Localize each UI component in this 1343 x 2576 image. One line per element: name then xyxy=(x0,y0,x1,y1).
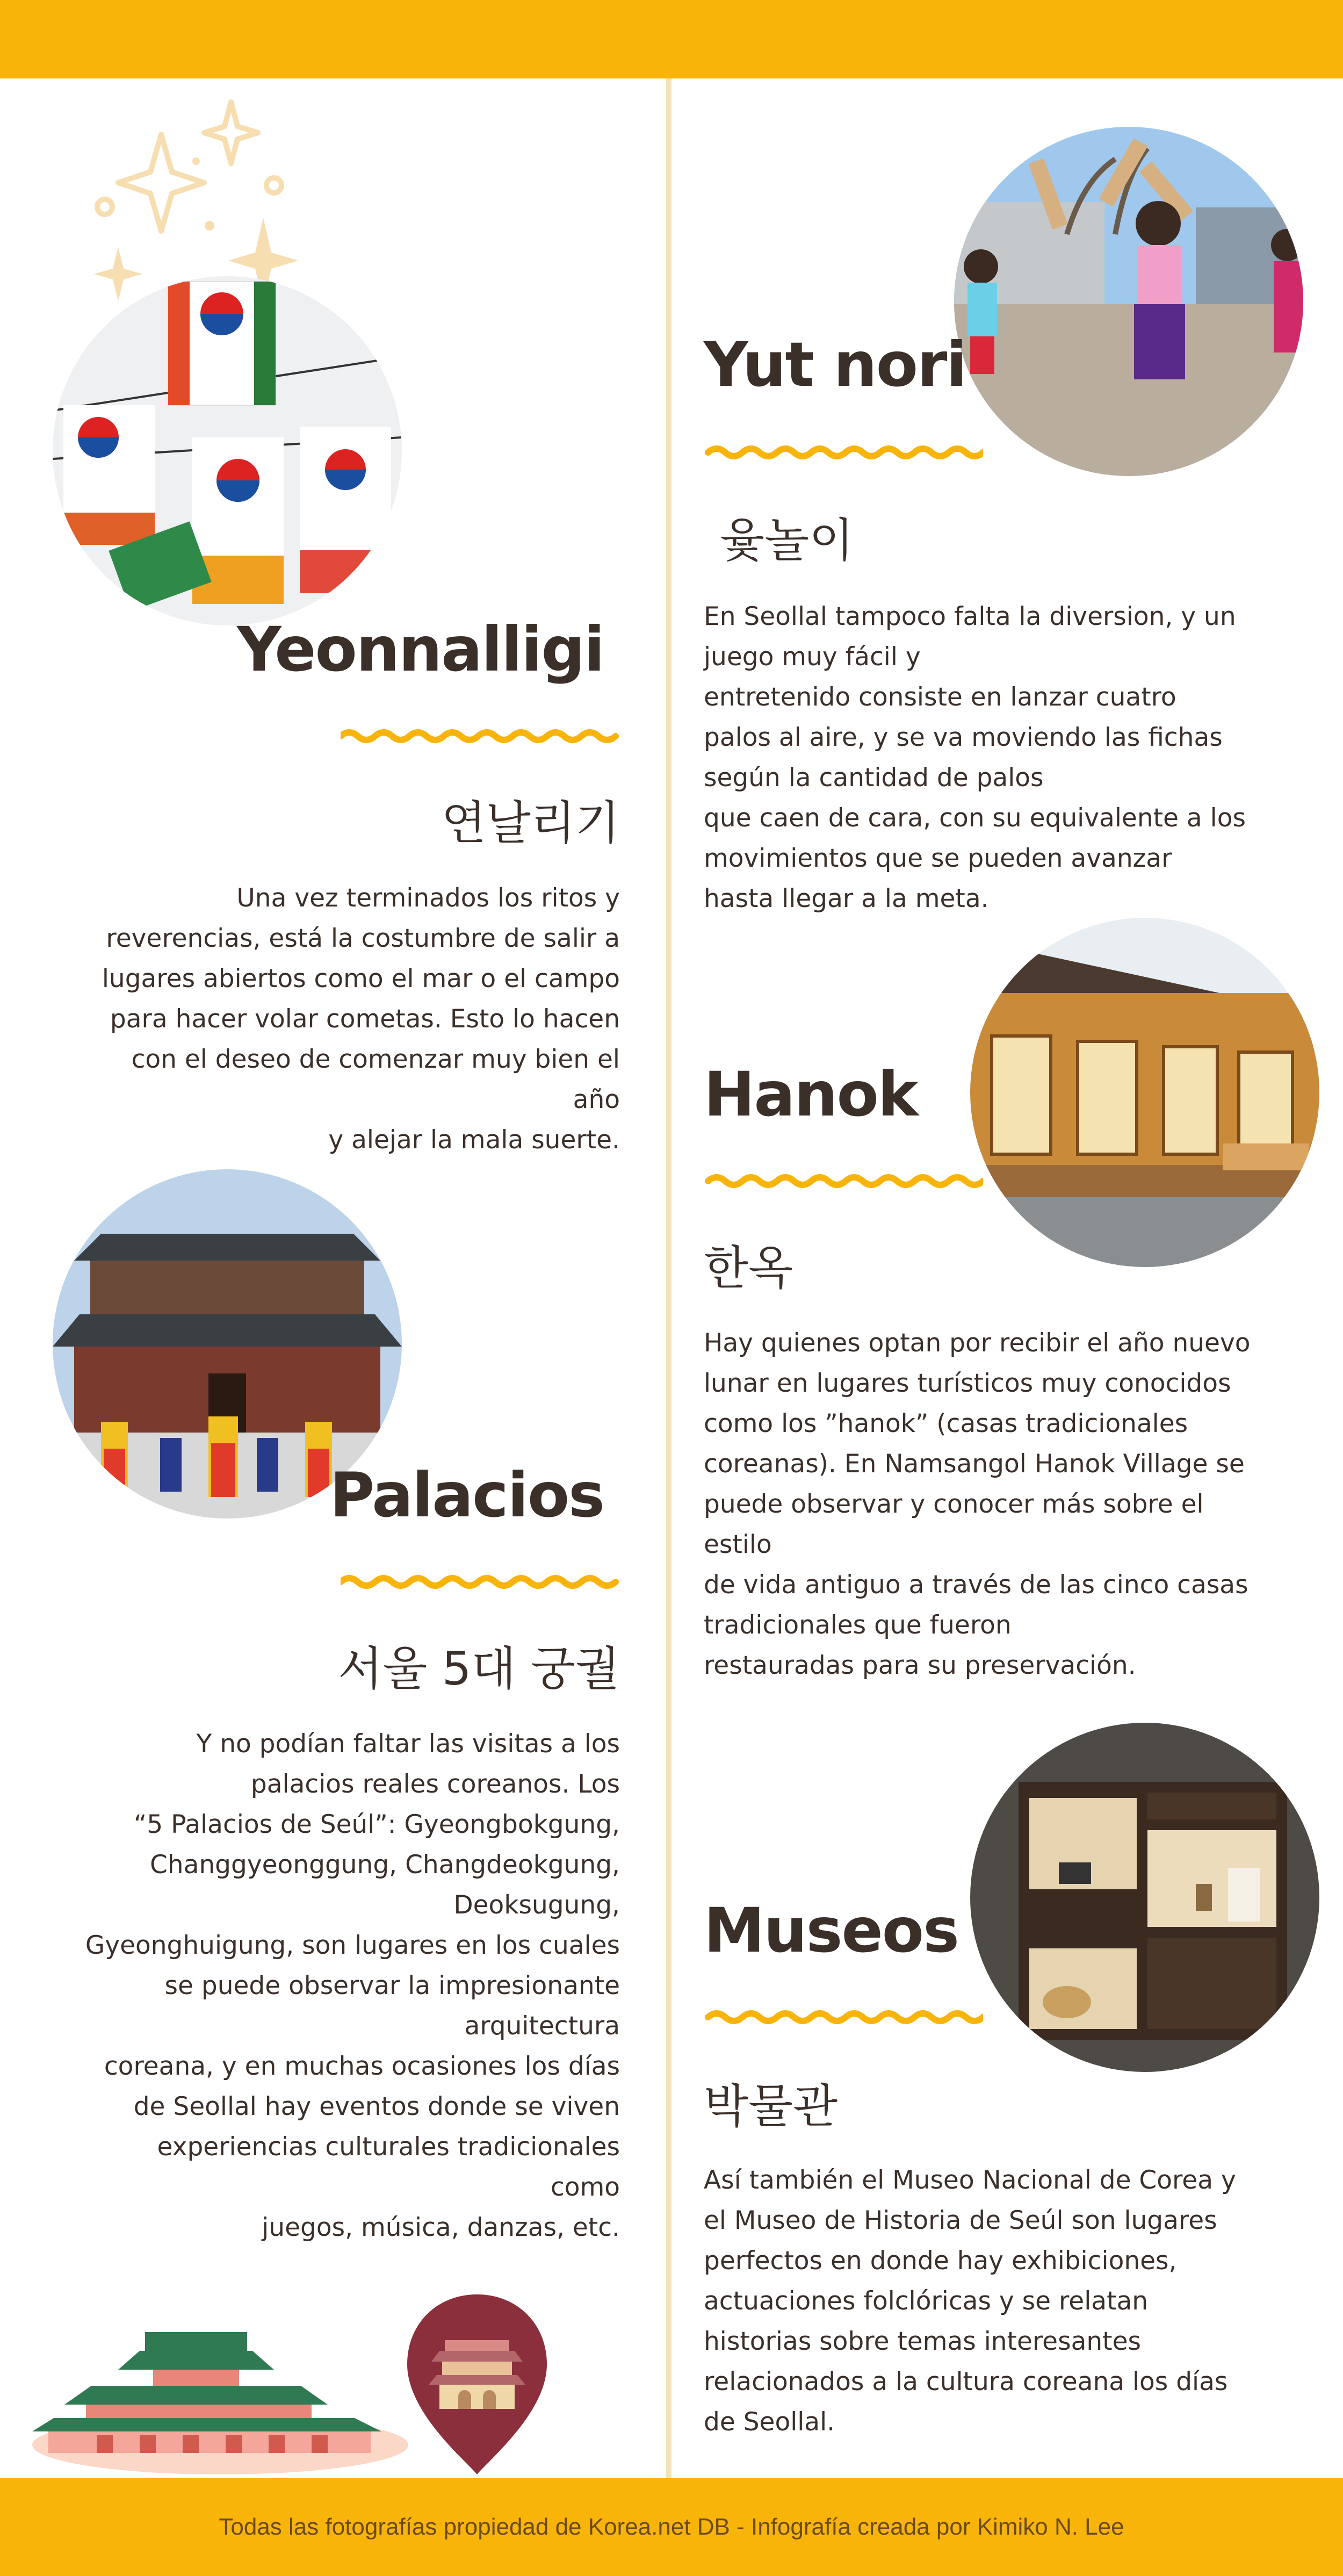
palacios-line: “5 Palacios de Seúl”: Gyeongbokgung, xyxy=(133,1810,620,1839)
palacios-line: arquitectura xyxy=(464,2011,620,2041)
yutnori-line: hasta llegar a la meta. xyxy=(704,884,989,913)
museos-line: Así también el Museo Nacional de Corea y xyxy=(704,2165,1236,2195)
museos-line: el Museo de Historia de Seúl son lugares xyxy=(704,2206,1217,2235)
palacios-title: Palacios xyxy=(329,1459,604,1531)
yutnori-line: según la cantidad de palos xyxy=(704,763,1044,793)
hanok-line: Hay quienes optan por recibir el año nuevo xyxy=(704,1328,1251,1358)
yutnori-line: juego muy fácil y xyxy=(704,642,921,672)
yeonnalligi-line: con el deseo de comenzar muy bien el año xyxy=(131,1045,620,1114)
museos-text xyxy=(704,2160,1295,2442)
palacios-line: palacios reales coreanos. Los xyxy=(250,1769,620,1799)
yeonnalligi-title: Yeonnalligi xyxy=(237,614,604,685)
yutnori-line: entretenido consiste en lanzar cuatro xyxy=(704,682,1176,712)
hanok-line: lunar en lugares turísticos muy conocidos xyxy=(704,1369,1231,1398)
yeonnalligi-text xyxy=(83,878,620,1160)
hanok-line: estilo xyxy=(704,1530,772,1559)
yutnori-title: Yut nori xyxy=(704,329,966,400)
yeonnalligi-line: lugares abiertos como el mar o el campo xyxy=(102,964,620,994)
yeonnalligi-line: y alejar la mala suerte. xyxy=(328,1125,620,1155)
yutnori-text xyxy=(704,596,1295,919)
yutnori-line: En Seollal tampoco falta la diversion, y un xyxy=(704,602,1236,631)
museos-korean: 박물관 xyxy=(704,2079,838,2133)
hanok-line: restauradas para su preservación. xyxy=(704,1651,1136,1680)
yeonnalligi-line: para hacer volar cometas. Esto lo hacen xyxy=(110,1004,620,1034)
hanok-line: tradicionales que fueron xyxy=(704,1610,1012,1640)
yutnori-line: que caen de cara, con su equivalente a los xyxy=(704,803,1246,833)
palacios-line: Changgyeonggung, Changdeokgung, xyxy=(149,1850,620,1880)
museos-wave-underline xyxy=(704,2006,983,2028)
palacios-line: se puede observar la impresionante xyxy=(164,1971,620,2001)
yeonnalligi-korean: 연날리기 xyxy=(441,796,620,850)
palacios-line: experiencias culturales tradicionales como xyxy=(157,2132,620,2202)
museos-line: relacionados a la cultura coreana los días xyxy=(704,2367,1228,2397)
palacios-line: Y no podían faltar las visitas a los xyxy=(196,1729,620,1759)
hanok-title: Hanok xyxy=(704,1059,918,1130)
yutnori-photo xyxy=(954,127,1303,476)
palacios-korean: 서울 5대 궁궐 xyxy=(338,1642,620,1696)
yeonnalligi-line: Una vez terminados los ritos y xyxy=(236,883,620,913)
yutnori-wave-underline xyxy=(704,442,983,463)
yutnori-line: movimientos que se pueden avanzar xyxy=(704,844,1172,873)
palacios-line: juegos, música, danzas, etc. xyxy=(262,2213,620,2242)
museos-line: actuaciones folclóricas y se relatan xyxy=(704,2286,1149,2316)
museos-line: de Seollal. xyxy=(704,2407,835,2437)
top-banner xyxy=(0,0,1343,78)
museos-title: Museos xyxy=(704,1895,958,1966)
kites-photo xyxy=(53,276,402,625)
palacios-line: de Seollal hay eventos donde se viven xyxy=(133,2092,620,2121)
hanok-line: como los ”hanok” (casas tradicionales xyxy=(704,1409,1188,1438)
hanok-photo xyxy=(970,918,1319,1267)
hanok-line: coreanas). En Namsangol Hanok Village se xyxy=(704,1449,1245,1479)
museos-line: historias sobre temas interesantes xyxy=(704,2327,1142,2356)
palacios-text xyxy=(83,1724,620,2248)
museum-photo xyxy=(970,1723,1319,2072)
palacios-wave-underline xyxy=(341,1571,620,1593)
yeonnalligi-wave-underline xyxy=(341,725,620,747)
pagoda-illustration xyxy=(21,2311,408,2478)
hanok-korean: 한옥 xyxy=(704,1241,793,1295)
hanok-wave-underline xyxy=(704,1170,983,1192)
footer-credit: Todas las fotografías propiedad de Korea.net DB - Infografía creada por Kimiko N. Lee xyxy=(219,2514,1124,2540)
yutnori-line: palos al aire, y se va moviendo las fichas xyxy=(704,723,1223,752)
palacios-line: coreana, y en muchas ocasiones los días xyxy=(104,2052,620,2081)
yeonnalligi-line: reverencias, está la costumbre de salir a xyxy=(106,924,620,953)
column-divider xyxy=(666,78,672,2478)
footer-banner xyxy=(0,2478,1343,2576)
palacios-line: Deoksugung, xyxy=(453,1890,620,1920)
yutnori-korean: 윷놀이 xyxy=(720,514,854,567)
map-pin-icon xyxy=(402,2289,552,2478)
palacios-line: Gyeonghuigung, son lugares en los cuales xyxy=(85,1931,620,1960)
hanok-text xyxy=(704,1323,1295,1686)
hanok-line: puede observar y conocer más sobre el xyxy=(704,1490,1204,1519)
hanok-line: de vida antiguo a través de las cinco casas xyxy=(704,1570,1248,1600)
museos-line: perfectos en donde hay exhibiciones, xyxy=(704,2246,1177,2276)
